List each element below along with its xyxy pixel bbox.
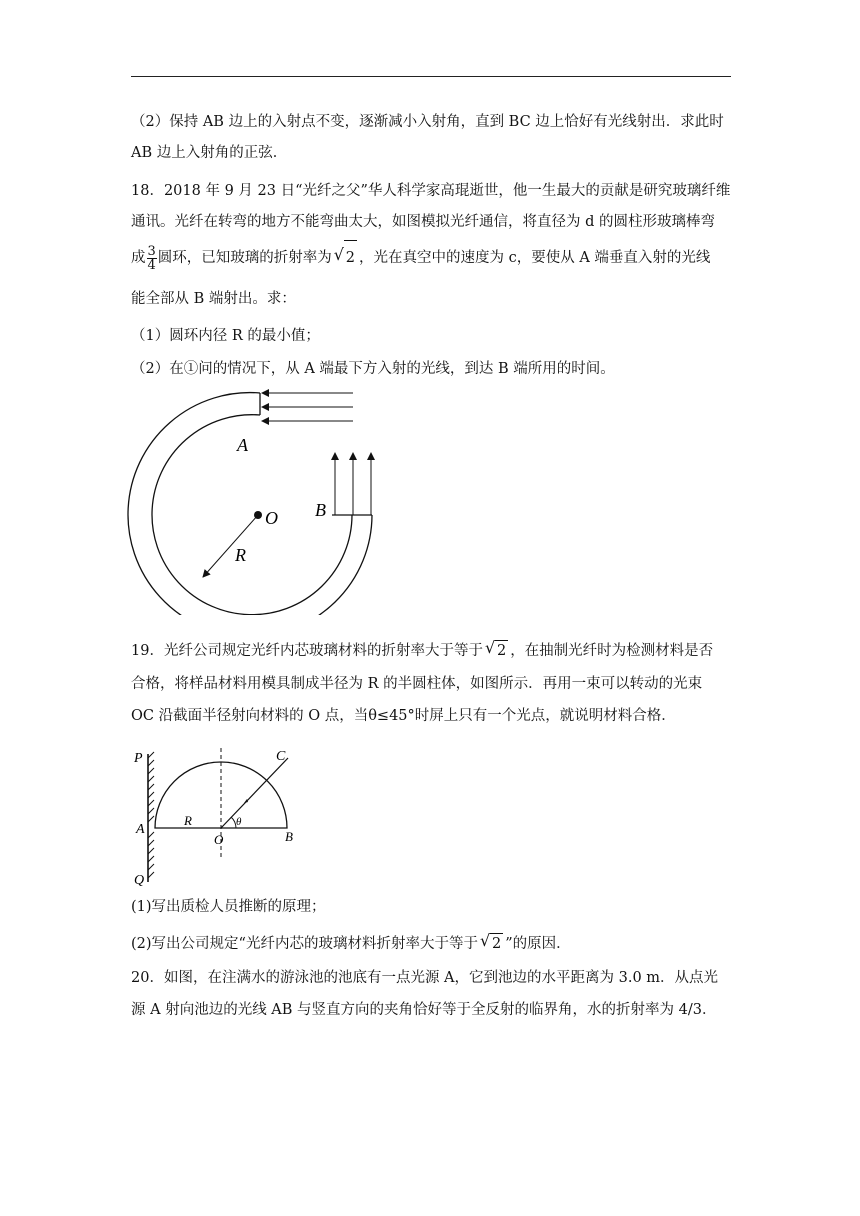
radical-sign-icon: √ (333, 245, 344, 264)
q19-part1: (1)写出质检人员推断的原理； (131, 899, 326, 915)
radical-sign-icon: √ (479, 931, 491, 950)
q18-line3 (131, 240, 710, 275)
q19-part2-prefix: (2)写出公司规定“光纤内芯的玻璃材料折射率大于等于 (131, 936, 478, 952)
label-o: O (214, 832, 224, 847)
q18-line2: 通讯。光纤在转弯的地方不能弯曲太大，如图模拟光纤通信，将直径为 d 的圆柱形玻璃棒弯 (131, 214, 715, 230)
fiber-ring-figure (125, 385, 385, 615)
q19-line2: 合格，将样品材料用模具制成半径为 R 的半圆柱体，如图所示．再用一束可以转动的光束 (131, 676, 703, 692)
screen-hatching (148, 752, 154, 878)
q19-line1 (131, 640, 713, 661)
radical-sign-icon: √ (484, 638, 496, 657)
q19-line1-prefix: 19．光纤公司规定光纤内芯玻璃材料的折射率大于等于 (131, 643, 483, 659)
sqrt-expression (334, 240, 357, 275)
q17-part2-line2: AB 边上入射角的正弦． (131, 145, 288, 161)
q20-line1: 20．如图，在注满水的游泳池的池底有一点光源 A，它到池边的水平距离为 3.0 m．从点光 (131, 970, 719, 986)
label-b: B (315, 500, 326, 520)
label-r: R (184, 813, 192, 828)
label-p: P (134, 751, 143, 766)
q19-part2 (131, 933, 571, 954)
label-r: R (235, 545, 246, 565)
q19-line1-suffix: ，在抽制光纤时为检测材料是否 (510, 643, 714, 659)
fraction-numerator: 3 (147, 243, 156, 259)
q18-line3-prefix: 成 (131, 250, 146, 266)
label-a: A (136, 822, 145, 837)
label-o: O (265, 508, 278, 528)
q18-part2: （2）在①问的情况下，从 A 端最下方入射的光线，到达 B 端所用的时间。 (131, 361, 615, 377)
q18-line3-mid: 圆环，已知玻璃的折射率为 (157, 250, 332, 266)
fraction-denominator: 4 (147, 257, 156, 273)
label-b: B (285, 829, 293, 844)
label-q: Q (134, 873, 145, 888)
label-c: C (276, 749, 286, 764)
q17-part2-line1: （2）保持 AB 边上的入射点不变，逐渐减小入射角，直到 BC 边上恰好有光线射出．求此时 (131, 114, 724, 130)
q20-line2: 源 A 射向池边的光线 AB 与竖直方向的夹角恰好等于全反射的临界角，水的折射率为 4/3． (131, 1002, 717, 1018)
q18-line4: 能全部从 B 端射出。求： (131, 291, 296, 307)
label-a: A (237, 435, 248, 455)
q18-line1: 18．2018 年 9 月 23 日“光纤之父”华人科学家高琨逝世，他一生最大的贡献是研究玻璃纤维 (131, 183, 731, 199)
fraction-three-quarters (147, 245, 157, 272)
q19-part2-suffix: ”的原因． (505, 936, 571, 952)
sqrt-expression (480, 933, 503, 954)
header-rule (131, 76, 731, 77)
q18-part1: （1）圆环内径 R 的最小值； (131, 328, 320, 344)
radius-arrow (203, 515, 258, 577)
sqrt-radicand: 2 (490, 933, 503, 954)
sqrt-radicand: 2 (495, 640, 508, 661)
q18-line3-suffix: ，光在真空中的速度为 c，要使从 A 端垂直入射的光线 (359, 250, 711, 266)
semicylinder-figure (130, 742, 310, 892)
label-theta: θ (236, 816, 242, 828)
q19-line3: OC 沿截面半径射向材料的 O 点，当θ≤45°时屏上只有一个光点，就说明材料合格． (131, 708, 676, 724)
sqrt-radicand: 2 (344, 240, 357, 275)
sqrt-expression (485, 640, 508, 661)
